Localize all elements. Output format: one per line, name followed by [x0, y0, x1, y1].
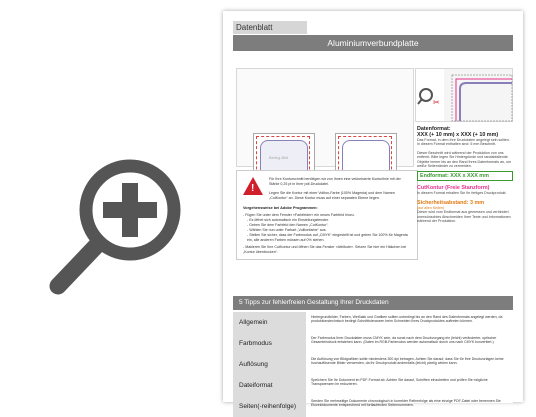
- tip-row: [233, 375, 513, 397]
- panel-label: Beileg-Bild: [269, 155, 289, 160]
- notice-step: - Es öffnet sich automatisch ein Einstellungsfenster.: [247, 218, 330, 222]
- tip-text: Senden Sie mehrseitige Dokumente chronologisch in korrekter Reihenfolge als eine einzige PDF-Datei oder benennen Sie Einzeldokumente entsprechend mit fortlaufenden Seitennummern.: [311, 399, 501, 408]
- notice-heading: Vorgehensweise bei Adobe Programmen:: [243, 206, 318, 210]
- format-legend: [417, 126, 513, 223]
- tips-heading: 5 Tipps zur fehlerfreien Gestaltung Ihrer Druckdaten: [233, 296, 513, 310]
- format-text: Das Format, in dem Ihre Druckdaten angelegt sein sollten. In diesem Format enthalten sind: 5 mm Beschnitt.: [417, 138, 510, 147]
- datasheet-page: [223, 11, 523, 410]
- notice-step: - Stellen Sie sicher, dass der Farbmodus auf „CMYK“ eingestellt ist und geben Sie 100% für Magenta ein, alle anderen Farben müssen auf 0% stehen.: [247, 233, 408, 242]
- safety-sub: (auf allen Seiten): [417, 205, 445, 210]
- safety-text: Dieser wird vom Endformat aus gemessen und verhindert unerwünschtes Abschneiden Ihrer Texte und Informationen während der Produktion.: [417, 210, 511, 224]
- format-diagram: [236, 68, 414, 167]
- tip-label: Dateiformat: [233, 375, 306, 396]
- warning-mark: !: [251, 183, 255, 194]
- product-title: Aluminiumverbundplatte: [233, 35, 513, 51]
- notice-step: - Geben Sie dem Farbfeld den Namen „CutKontur“.: [247, 223, 329, 227]
- svg-text:✂: ✂: [433, 98, 440, 107]
- notice-step: - Makieren Sie Ihre CutKontur und öffnen Sie das Fenster »Attribute«. Setzen Sie hier ein Häkchen bei „Kontur überdrucken“.: [243, 245, 407, 254]
- notice-p1: Für Ihre Konturschnitt benötigen wir von Ihnen eine vektorisierte Konturlinie mit der Stärke 0,25 pt in Ihrer pdf-Druckdatei.: [269, 177, 401, 186]
- tip-row: [233, 312, 513, 334]
- datasheet-tab: Datenblatt: [233, 21, 307, 34]
- bleed-text: Dieser Beschnitt wird während der Produktion von uns entfernt. Bitte legen Sie Hintergründe und randabfallende Objekte immer bis an den Rand Ihres Datenformats an, um weiße Seitenränder zu vermeiden.: [417, 150, 512, 169]
- corner-detail-graphic: [416, 69, 512, 121]
- notice-step: - Fügen Sie unter dem Fenster »Farbfelder« ein neues Farbfeld hinzu.: [243, 213, 355, 217]
- zoom-detail: [415, 68, 513, 122]
- tip-label: Allgemein: [233, 312, 306, 333]
- format-size: XXX (+ 10 mm) x XXX (+ 10 mm): [417, 132, 499, 138]
- format-title: Datenformat:: [417, 126, 451, 132]
- cut-contour-text: In diesem Format erhalten Sie Ihr fertiges Druckprodukt.: [417, 191, 507, 196]
- tip-text: Speichern Sie Ihr Dokument im PDF-Format ab. Achten Sie darauf, Schriften einzubetten und prüfen Sie mögliche Transparenzen im reduzieren.: [311, 378, 488, 387]
- tip-row: [233, 354, 513, 376]
- zoom-in-icon[interactable]: [38, 150, 198, 310]
- tip-text: Der Farbmodus Ihrer Druckdaten muss CMYK sein, da sonst nach dem Druckvorgang ein (leicht) veränderter, optischer Gesamteindruck entstehen kann. (Daten im RGB-Farbmodus werden automatisch durch uns nach CMYK konvertiert.): [311, 336, 497, 345]
- cut-contour-notice: [236, 170, 418, 260]
- tip-label: Auflösung: [233, 354, 306, 375]
- tip-label: Seiten(-reihenfolge): [233, 396, 306, 417]
- tip-label: Farbmodus: [233, 333, 306, 354]
- tip-row: [233, 396, 513, 410]
- notice-step: - Wählen Sie nun unter Farbart „Volltonfarbe“ aus.: [247, 228, 327, 232]
- tip-text: Hintergrundbilder, Farben, Weißakk und Grafiken sollten unbedingt bis an den Rand des Datenformats angelegt werden, da produktionstechnisch bedingt Schnitttoleranzen beim Schneiden Ihres Druckproduktes auftreten können.: [311, 315, 503, 324]
- notice-p2: Legen Sie die Kontur mit einer Vollton-Farbe (100% Magenta) und dem Namen „CutKontur“ an. Diese Kontur muss auf einer separaten Ebene liegen.: [269, 191, 395, 200]
- safety-title: Sicherheitsabstand: 3 mm: [417, 199, 485, 206]
- cut-contour-title: CutKontur (Freie Stanzform): [417, 185, 490, 192]
- tip-row: [233, 333, 513, 355]
- tip-text: Die Auflösung von Bildgrafiken sollte mindestens 300 dpi betragen. Achten Sie darauf, dass Sie für Ihre Druckvorlagen keine hochauflösende Bilder verwenden, da Ihr Druckprodukt andernfalls (leicht) pixelig wirken kann.: [311, 357, 504, 366]
- final-format: Endformat: XXX x XXX mm: [417, 171, 513, 181]
